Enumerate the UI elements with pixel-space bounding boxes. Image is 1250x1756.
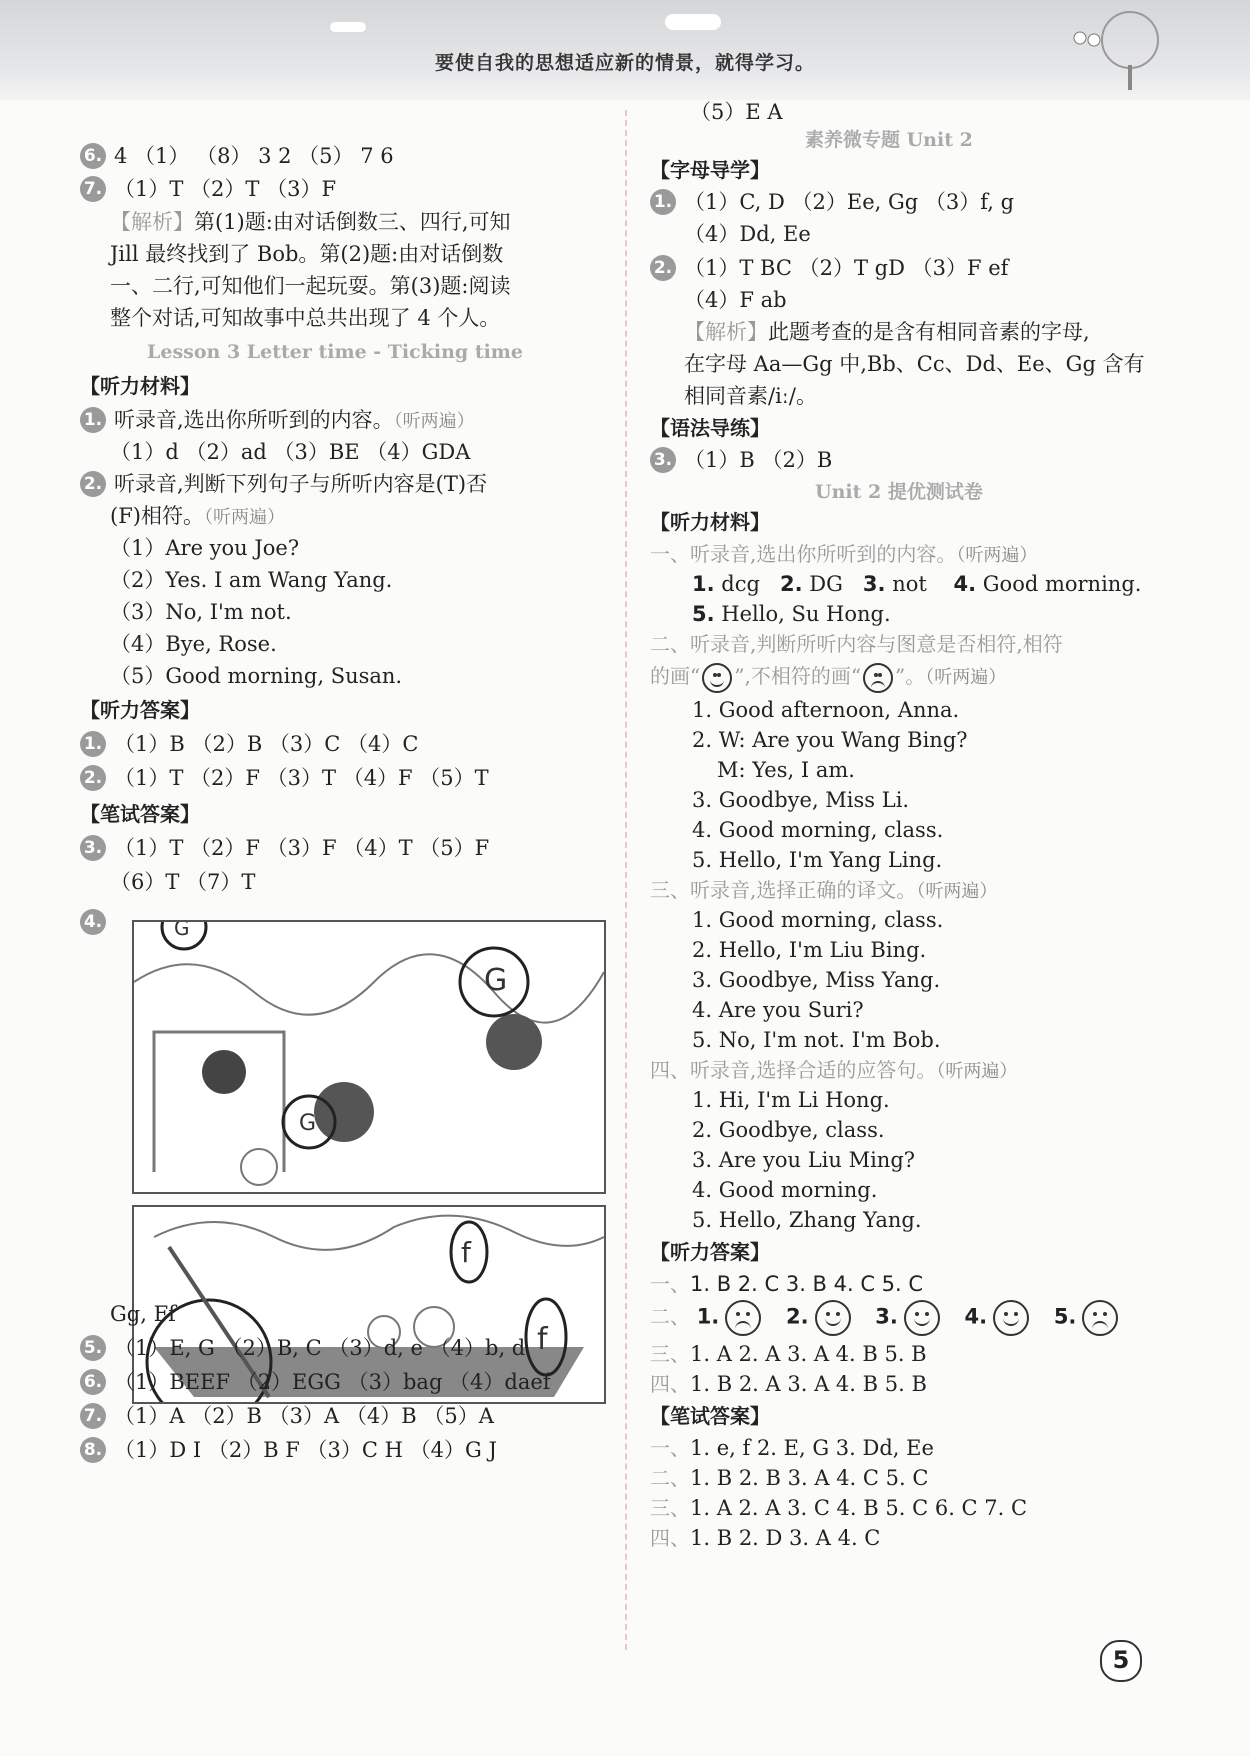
s2-item: M: Yes, I am.: [717, 758, 855, 782]
l2-item: （3）No, I'm not.: [110, 600, 292, 624]
la1-number: 1.: [80, 731, 106, 757]
item-number: 1.: [692, 572, 715, 596]
q7-answer: （1）T （2）T （3）F: [114, 177, 337, 201]
w6-answer: （1）BEEF （2）EGG （3）bag （4）daef: [114, 1370, 551, 1394]
q7-row: [80, 175, 336, 203]
s2-heading-cont: [650, 662, 1006, 693]
s4-item: 5. Hello, Zhang Yang.: [692, 1208, 922, 1232]
w3-number: 3.: [80, 835, 106, 861]
svg-text:G: G: [299, 1111, 317, 1136]
s2-hint: （听两遍）: [925, 667, 1007, 688]
cloud-decoration: [665, 14, 721, 30]
row-prefix: 四、: [650, 1372, 690, 1396]
l2-instruction: 听录音,判断下列句子与所听内容是(T)否: [114, 472, 488, 496]
l2-item: （4）Bye, Rose.: [110, 632, 277, 656]
analysis-line: Jill 最终找到了 Bob。第(2)题:由对话倒数: [110, 242, 504, 266]
la2-row: [80, 764, 489, 792]
s2-item: 1. Good afternoon, Anna.: [692, 698, 960, 722]
sad-face-icon: [1082, 1300, 1118, 1336]
jungle-illustration: [132, 920, 606, 1194]
la2-number: 2.: [80, 765, 106, 791]
l2-instruction-cont: [110, 502, 285, 532]
section-header-letter-guide: 【字母导学】: [650, 158, 770, 182]
s2-instruction: 的画“: [650, 664, 701, 688]
svg-text:f: f: [461, 1236, 471, 1269]
l1-row: [80, 406, 475, 436]
item-number: 3.: [862, 572, 886, 596]
s1-hint: （听两遍）: [956, 545, 1038, 566]
unit-test-title: Unit 2 提优测试卷: [815, 481, 983, 503]
la-row: [650, 1270, 923, 1298]
q6-row: [80, 142, 394, 170]
q7-number: 7.: [80, 176, 106, 202]
w3-answer-cont: （6）T （7）T: [110, 870, 256, 894]
l1-answer: （1）d （2）ad （3）BE （4）GDA: [110, 440, 471, 464]
row-answer: 1. A 2. A 3. A 4. B 5. B: [690, 1342, 927, 1366]
row-answer: 1. B 2. C 3. B 4. C 5. C: [690, 1272, 924, 1296]
l2-hint: （听两遍）: [203, 507, 285, 528]
l1-number: 1.: [80, 407, 106, 433]
section-header-grammar-guide: 【语法导练】: [650, 416, 770, 440]
smiley-face-icon: [702, 663, 732, 693]
w5-number: 5.: [80, 1335, 106, 1361]
s3-heading: [650, 876, 997, 906]
g1-number: 1.: [650, 189, 676, 215]
s2-item: 5. Hello, I'm Yang Ling.: [692, 848, 943, 872]
s1-row: [692, 570, 1141, 598]
s3-instruction: 三、听录音,选择正确的译文。: [650, 878, 917, 902]
w8-answer: （1）D I （2）B F （3）C H （4）G J: [114, 1438, 497, 1462]
w5-answer: （1）E, G （2）B, C （3）d, e （4）b, d: [114, 1336, 526, 1360]
row-answer: 1. A 2. A 3. C 4. B 5. C 6. C 7. C: [690, 1496, 1028, 1520]
item-number: 5.: [1053, 1304, 1077, 1329]
item-number: 5.: [692, 602, 715, 626]
s4-instruction: 四、听录音,选择合适的应答句。: [650, 1058, 937, 1082]
section-header-listening-answer: 【听力答案】: [650, 1240, 770, 1264]
item-text: dcg: [721, 572, 760, 596]
w7-answer: （1）A （2）B （3）A （4）B （5）A: [114, 1404, 494, 1428]
s3-item: 5. No, I'm not. I'm Bob.: [692, 1028, 941, 1052]
wa-row: [650, 1494, 1027, 1522]
s2-instruction: ”,不相符的画“: [734, 664, 862, 688]
s4-item: 3. Are you Liu Ming?: [692, 1148, 916, 1172]
w4-row: [80, 908, 114, 936]
row-prefix: 三、: [650, 1342, 690, 1366]
row-prefix: 三、: [650, 1496, 690, 1520]
special-title: 素养微专题 Unit 2: [805, 129, 973, 151]
s1-instruction: 一、听录音,选出你所听到的内容。: [650, 542, 957, 566]
q6-answer: 4 （1） （8） 3 2 （5） 7 6: [114, 144, 394, 168]
svg-text:G: G: [484, 963, 508, 998]
s2-item: 2. W: Are you Wang Bing?: [692, 728, 968, 752]
g-analysis-line: 相同音素/iː/。: [684, 384, 817, 408]
item-number: 4.: [964, 1304, 988, 1329]
item-text: not: [892, 572, 927, 596]
analysis-tag: 【解析】: [684, 320, 768, 344]
row-prefix: 一、: [650, 1272, 690, 1296]
la2-faces-row: [650, 1300, 1136, 1336]
page-number: 5: [1100, 1640, 1142, 1682]
l2-number: 2.: [80, 471, 106, 497]
s4-heading: [650, 1056, 1017, 1086]
cloud-decoration: [330, 22, 366, 32]
row-answer: 1. B 2. A 3. A 4. B 5. B: [690, 1372, 927, 1396]
w8-row: [80, 1436, 497, 1464]
row-answer: 1. B 2. D 3. A 4. C: [690, 1526, 881, 1550]
la1-answer: （1）B （2）B （3）C （4）C: [114, 732, 419, 756]
wa-row: [650, 1434, 934, 1462]
s4-item: 1. Hi, I'm Li Hong.: [692, 1088, 890, 1112]
g1-row: [650, 188, 1014, 216]
s3-item: 3. Goodbye, Miss Yang.: [692, 968, 941, 992]
wa-row: [650, 1464, 928, 1492]
la1-row: [80, 730, 418, 758]
header-banner: [0, 0, 1250, 100]
smiley-face-icon: [815, 1300, 851, 1336]
item-number: 1.: [696, 1304, 720, 1329]
l2-item: （5）Good morning, Susan.: [110, 664, 403, 688]
section-header-listening-material: 【听力材料】: [80, 374, 200, 398]
w6-number: 6.: [80, 1369, 106, 1395]
s3-hint: （听两遍）: [916, 881, 998, 902]
row-prefix: 一、: [650, 1436, 690, 1460]
w6-row: [80, 1368, 551, 1396]
w3-answer: （1）T （2）F （3）F （4）T （5）F: [114, 836, 490, 860]
top-answer-line: （5）E A: [690, 100, 783, 124]
l1-instruction: 听录音,选出你所听到的内容。: [114, 408, 394, 432]
l2-instruction-text: (F)相符。: [110, 504, 204, 528]
item-number: 2.: [785, 1304, 809, 1329]
g2-answer-cont: （4）F ab: [684, 288, 787, 312]
item-number: 3.: [875, 1304, 898, 1329]
s3-item: 2. Hello, I'm Liu Bing.: [692, 938, 927, 962]
g3-number: 3.: [650, 447, 676, 473]
wa-row: [650, 1524, 880, 1552]
row-prefix: 四、: [650, 1526, 690, 1550]
s4-hint: （听两遍）: [936, 1061, 1018, 1082]
g1-answer-cont: （4）Dd, Ee: [684, 222, 811, 246]
g-analysis-line: 在字母 Aa—Gg 中,Bb、Cc、Dd、Ee、Gg 含有: [684, 352, 1145, 376]
svg-text:f: f: [537, 1322, 548, 1357]
s1-row: [692, 600, 891, 628]
w5-row: [80, 1334, 525, 1362]
sad-face-icon: [863, 663, 893, 693]
l2-item: （2）Yes. I am Wang Yang.: [110, 568, 393, 592]
smiley-face-icon: [993, 1300, 1029, 1336]
s2-item: 3. Goodbye, Miss Li.: [692, 788, 910, 812]
item-text: Hello, Su Hong.: [721, 602, 891, 626]
g2-number: 2.: [650, 255, 676, 281]
s2-item: 4. Good morning, class.: [692, 818, 944, 842]
sad-face-icon: [725, 1300, 761, 1336]
g-analysis-line: [684, 318, 1090, 346]
row-prefix: 二、: [650, 1304, 690, 1329]
s4-item: 4. Good morning.: [692, 1178, 878, 1202]
item-text: Good morning.: [982, 572, 1142, 596]
analysis-text: 第(1)题:由对话倒数三、四行,可知: [194, 210, 511, 234]
column-divider: [625, 110, 627, 1650]
w4-caption: Gg, Ff: [110, 1302, 176, 1326]
s4-item: 2. Goodbye, class.: [692, 1118, 885, 1142]
w7-row: [80, 1402, 494, 1430]
s3-item: 4. Are you Suri?: [692, 998, 864, 1022]
row-answer: 1. B 2. B 3. A 4. C 5. C: [690, 1466, 929, 1490]
analysis-line: [110, 208, 511, 236]
la-row: [650, 1340, 927, 1368]
analysis-tag: 【解析】: [110, 210, 194, 234]
l2-row: [80, 470, 487, 498]
s2-heading: 二、听录音,判断所听内容与图意是否相符,相符: [650, 632, 1063, 656]
g3-row: [650, 446, 832, 474]
item-text: DG: [809, 572, 843, 596]
la-row: [650, 1370, 927, 1398]
section-header-listening-material: 【听力材料】: [650, 510, 770, 534]
s3-item: 1. Good morning, class.: [692, 908, 944, 932]
section-header-listening-answer: 【听力答案】: [80, 698, 200, 722]
lesson-title: Lesson 3 Letter time - Ticking time: [147, 341, 524, 363]
row-prefix: 二、: [650, 1466, 690, 1490]
w4-number: 4.: [80, 909, 106, 935]
l1-hint: （听两遍）: [393, 411, 475, 432]
analysis-line: 整个对话,可知故事中总共出现了 4 个人。: [110, 306, 501, 330]
s1-heading: [650, 540, 1037, 570]
section-header-written-answer: 【笔试答案】: [80, 802, 200, 826]
svg-text:G: G: [174, 920, 190, 940]
q6-number: 6.: [80, 143, 106, 169]
item-number: 4.: [953, 572, 977, 596]
analysis-text: 此题考查的是含有相同音素的字母,: [768, 320, 1090, 344]
g2-row: [650, 254, 1008, 282]
banner-motto: 要使自我的思想适应新的情景，就得学习。: [434, 52, 815, 74]
g1-answer: （1）C, D （2）Ee, Gg （3）f, g: [684, 190, 1015, 214]
s2-instruction: ”。: [895, 664, 926, 688]
w8-number: 8.: [80, 1437, 106, 1463]
g2-answer: （1）T BC （2）T gD （3）F ef: [684, 256, 1009, 280]
row-answer: 1. e, f 2. E, G 3. Dd, Ee: [690, 1436, 934, 1460]
la2-answer: （1）T （2）F （3）T （4）F （5）T: [114, 766, 489, 790]
l2-item: （1）Are you Joe?: [110, 536, 300, 560]
analysis-line: 一、二行,可知他们一起玩耍。第(3)题:阅读: [110, 274, 511, 298]
w3-row: [80, 834, 489, 862]
smiley-face-icon: [904, 1300, 940, 1336]
item-number: 2.: [779, 572, 803, 596]
g3-answer: （1）B （2）B: [684, 448, 833, 472]
w7-number: 7.: [80, 1403, 106, 1429]
section-header-written-answer: 【笔试答案】: [650, 1404, 770, 1428]
